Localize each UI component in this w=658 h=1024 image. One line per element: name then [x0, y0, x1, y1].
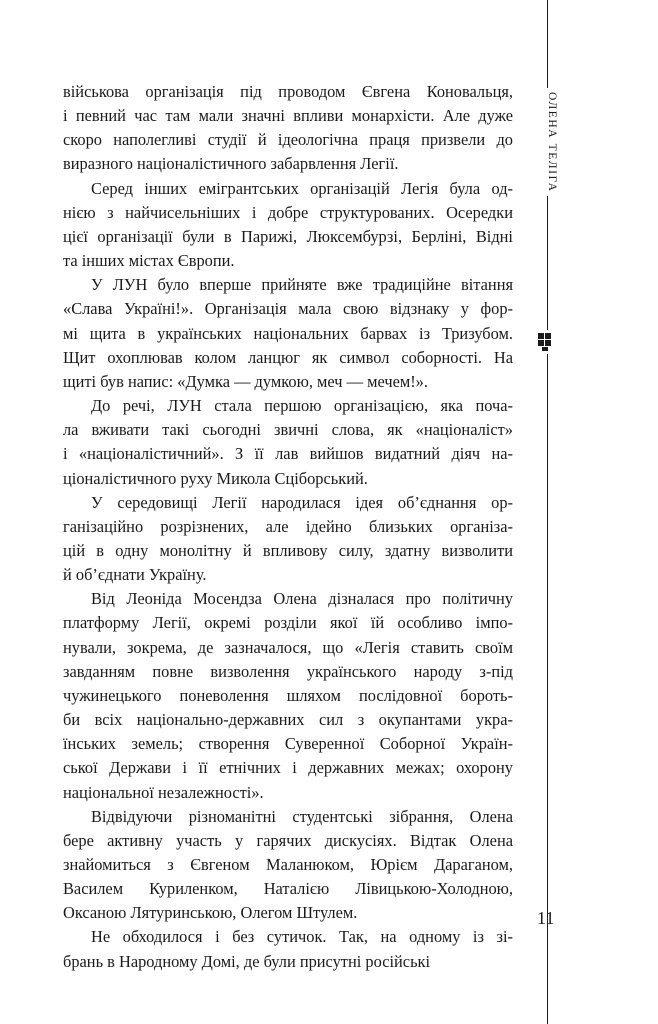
text-line: цієї організації були в Парижі, Люксембурзі, Берліні, Відні [63, 226, 513, 246]
text-line: щиті був напис: «Думка — думкою, меч — мечем!». [63, 371, 428, 391]
paragraph [63, 177, 513, 274]
paragraph [63, 394, 513, 491]
text-line: Щит охоплював колом ланцюг як символ соборності. На [63, 347, 513, 367]
running-head: ОЛЕНА ТЕЛІГА [546, 88, 558, 196]
text-line: ської Держави і її етнічних і державних межах; охорону [63, 758, 513, 778]
paragraph [63, 925, 513, 973]
paragraph [63, 80, 513, 177]
text-line: До речі, ЛУН стала першою організацією, яка поча- [91, 396, 513, 416]
text-line: і «націоналістичний». З її лав вийшов видатний діяч на- [63, 444, 513, 464]
text-line: військова організація під проводом Євгена Коновальця, [63, 82, 513, 101]
text-line: національної незалежності». [63, 782, 264, 802]
text-line: виразного націоналістичного забарвлення Легії. [63, 154, 399, 174]
text-line: ганізаційно розрізнених, але ідейно близьких організа- [63, 516, 513, 536]
paragraph [63, 273, 513, 394]
text-line: і певний час там мали значні впливи монархісти. Але дуже [63, 106, 513, 126]
text-line: У ЛУН було вперше прийняте вже традиційне вітання [91, 275, 513, 295]
text-line: Від Леоніда Мосендза Олена дізналася про політичну [91, 589, 513, 609]
text-line: У середовищі Легії народилася ідея об’єднання ор- [91, 492, 513, 512]
text-line: Відвідуючи різноманітні студентські зібрання, Олена [91, 806, 513, 826]
text-line: нією з найчисельніших і добре структурованих. Осередки [63, 202, 513, 222]
text-line: мі щита в українських національних барвах із Тризубом. [63, 323, 513, 343]
text-line: їнських земель; створення Суверенної Соборної Україн- [63, 734, 513, 754]
text-line: платформу Легії, окремі розділи якої їй особливо імпо- [63, 613, 513, 633]
text-line: знайомиться з Євгеном Маланюком, Юрієм Дараганом, [63, 855, 513, 874]
text-line: цій в одну монолітну й впливову силу, здатну визволити [63, 540, 513, 560]
text-line: Не обходилося і без сутичок. Так, на одному із зі- [91, 927, 513, 947]
text-line: Серед інших емігрантських організацій Легія була од- [91, 178, 513, 198]
text-line: ла вживати такі сьогодні звичні слова, як «націоналіст» [63, 420, 513, 440]
text-line: скоро наполегливі студії й ідеологічна праця призвели до [63, 130, 513, 150]
text-line: Василем Куриленком, Наталією Лівицькою-Холодною, [63, 879, 513, 899]
text-line: й об’єднати Україну. [63, 565, 207, 585]
text-line: «Слава Україні!». Організація мала свою відзнаку у фор- [63, 299, 513, 319]
text-line: чужинецького поневолення шляхом послідовної бороть- [63, 685, 513, 705]
paragraph [63, 491, 513, 588]
text-line: нували, зокрема, де зазначалося, що «Легія ставить своїм [63, 637, 513, 657]
text-line: брань в Народному Домі, де були присутні російські [63, 951, 431, 971]
text-line: Оксаною Лятуринською, Олегом Штулем. [63, 903, 358, 923]
text-line: та інших містах Європи. [63, 251, 235, 271]
text-line: завданням повне визволення українського народу з-під [63, 661, 513, 681]
paragraph [63, 587, 513, 804]
paragraph [63, 805, 513, 926]
body-text [63, 80, 513, 974]
text-line: би всіх національно-державних сил з окупантами укра- [63, 710, 513, 730]
text-line: бере активну участь у гарячих дискусіях. Відтак Олена [63, 830, 513, 850]
ornament-icon [538, 333, 556, 351]
page-number: 11 [537, 908, 555, 928]
text-line: ціоналістичного руху Микола Сціборський. [63, 468, 368, 488]
